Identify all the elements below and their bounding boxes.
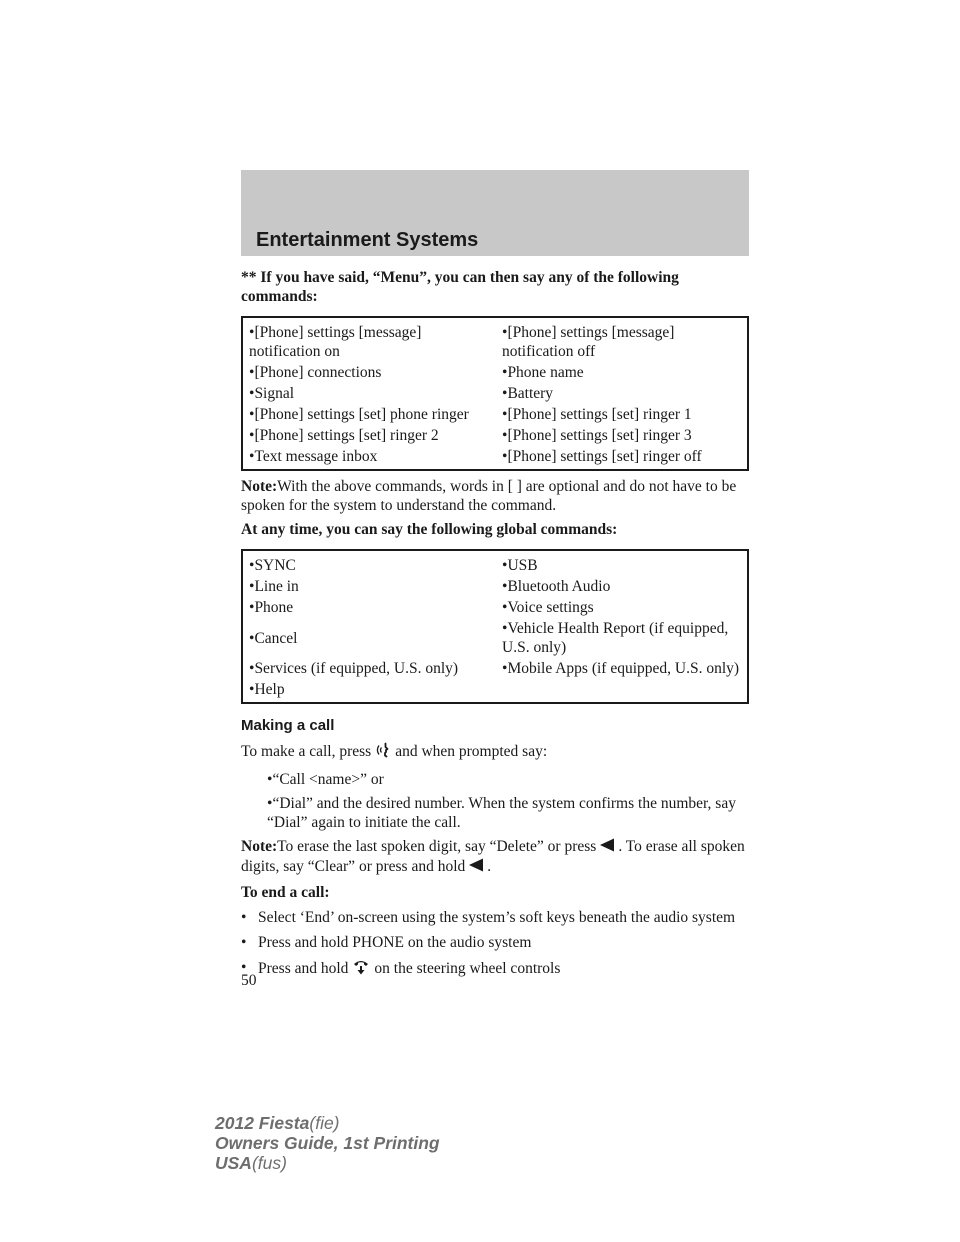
table-cell bbox=[496, 679, 748, 703]
table-cell: •Battery bbox=[502, 385, 554, 402]
note-optional-words: Note:With the above commands, words in [ ] are optional and do not have to be spoken for the system to understand the command. bbox=[241, 478, 737, 514]
footer-model-line: 2012 Fiesta(fie) bbox=[215, 1113, 340, 1133]
making-call-instruction: To make a call, press and when prompted say: bbox=[241, 741, 749, 764]
footer-guide-line: Owners Guide, 1st Printing bbox=[215, 1133, 440, 1153]
menu-commands-table bbox=[241, 316, 749, 471]
table-row bbox=[242, 317, 748, 362]
table-row bbox=[242, 658, 748, 679]
print-footer bbox=[215, 1113, 440, 1173]
table-cell: •[Phone] settings [set] ringer off bbox=[502, 448, 702, 465]
table-row bbox=[242, 679, 748, 703]
list-item: •“Dial” and the desired number. When the system confirms the number, say “Dial” again to initiate the call. bbox=[267, 795, 736, 831]
table-cell: •Help bbox=[249, 681, 285, 698]
voice-icon bbox=[374, 741, 392, 764]
note-erase-digits: Note:To erase the last spoken digit, say “Delete” or press . To erase all spoken digits, say “Clear” or press and hold . bbox=[241, 838, 745, 875]
table-cell: •Phone bbox=[249, 599, 294, 616]
table-cell: •[Phone] settings [message] notification on bbox=[249, 324, 422, 360]
table-cell: •Voice settings bbox=[502, 599, 594, 616]
table-cell: •[Phone] settings [set] ringer 2 bbox=[249, 427, 439, 444]
global-intro: At any time, you can say the following global commands: bbox=[241, 521, 618, 538]
table-row bbox=[242, 425, 748, 446]
table-cell: •Mobile Apps (if equipped, U.S. only) bbox=[502, 660, 740, 677]
table-cell: •Line in bbox=[249, 578, 299, 595]
table-row bbox=[242, 362, 748, 383]
page-content bbox=[241, 268, 749, 987]
list-item: • Press and hold on the steering wheel controls bbox=[241, 958, 749, 981]
table-row bbox=[242, 383, 748, 404]
end-call-heading: To end a call: bbox=[241, 883, 330, 901]
table-cell: •[Phone] settings [set] ringer 3 bbox=[502, 427, 692, 444]
table-row bbox=[242, 550, 748, 576]
table-cell: •SYNC bbox=[249, 557, 296, 574]
table-cell: •USB bbox=[502, 557, 538, 574]
menu-intro: ** If you have said, “Menu”, you can then say any of the following commands: bbox=[241, 269, 679, 305]
table-cell: •[Phone] settings [set] ringer 1 bbox=[502, 406, 692, 423]
page-number: 50 bbox=[241, 972, 257, 989]
table-cell: •[Phone] connections bbox=[249, 364, 382, 381]
table-row bbox=[242, 618, 748, 658]
footer-market-line: USA(fus) bbox=[215, 1153, 287, 1173]
table-cell: •Text message inbox bbox=[249, 448, 378, 465]
table-cell: •Bluetooth Audio bbox=[502, 578, 611, 595]
list-item: •“Call <name>” or bbox=[267, 771, 384, 788]
list-item: • Press and hold PHONE on the audio system bbox=[241, 933, 532, 951]
phone-icon bbox=[351, 958, 371, 981]
section-title: Entertainment Systems bbox=[256, 229, 479, 251]
table-cell: •Signal bbox=[249, 385, 295, 402]
table-cell: •[Phone] settings [set] phone ringer bbox=[249, 406, 469, 423]
table-row bbox=[242, 404, 748, 425]
table-row bbox=[242, 446, 748, 470]
back-arrow-icon bbox=[468, 858, 484, 877]
table-cell: •Cancel bbox=[249, 629, 298, 647]
making-call-heading: Making a call bbox=[241, 717, 335, 734]
table-row bbox=[242, 597, 748, 618]
table-cell: •[Phone] settings [message] notification off bbox=[502, 324, 675, 360]
table-row bbox=[242, 576, 748, 597]
table-cell: •Services (if equipped, U.S. only) bbox=[249, 660, 459, 677]
table-cell: •Phone name bbox=[502, 364, 584, 381]
global-commands-table bbox=[241, 549, 749, 704]
table-cell: •Vehicle Health Report (if equipped, U.S. only) bbox=[502, 620, 729, 656]
back-arrow-icon bbox=[599, 838, 615, 857]
list-item: • Select ‘End’ on-screen using the system’s soft keys beneath the audio system bbox=[241, 908, 736, 926]
